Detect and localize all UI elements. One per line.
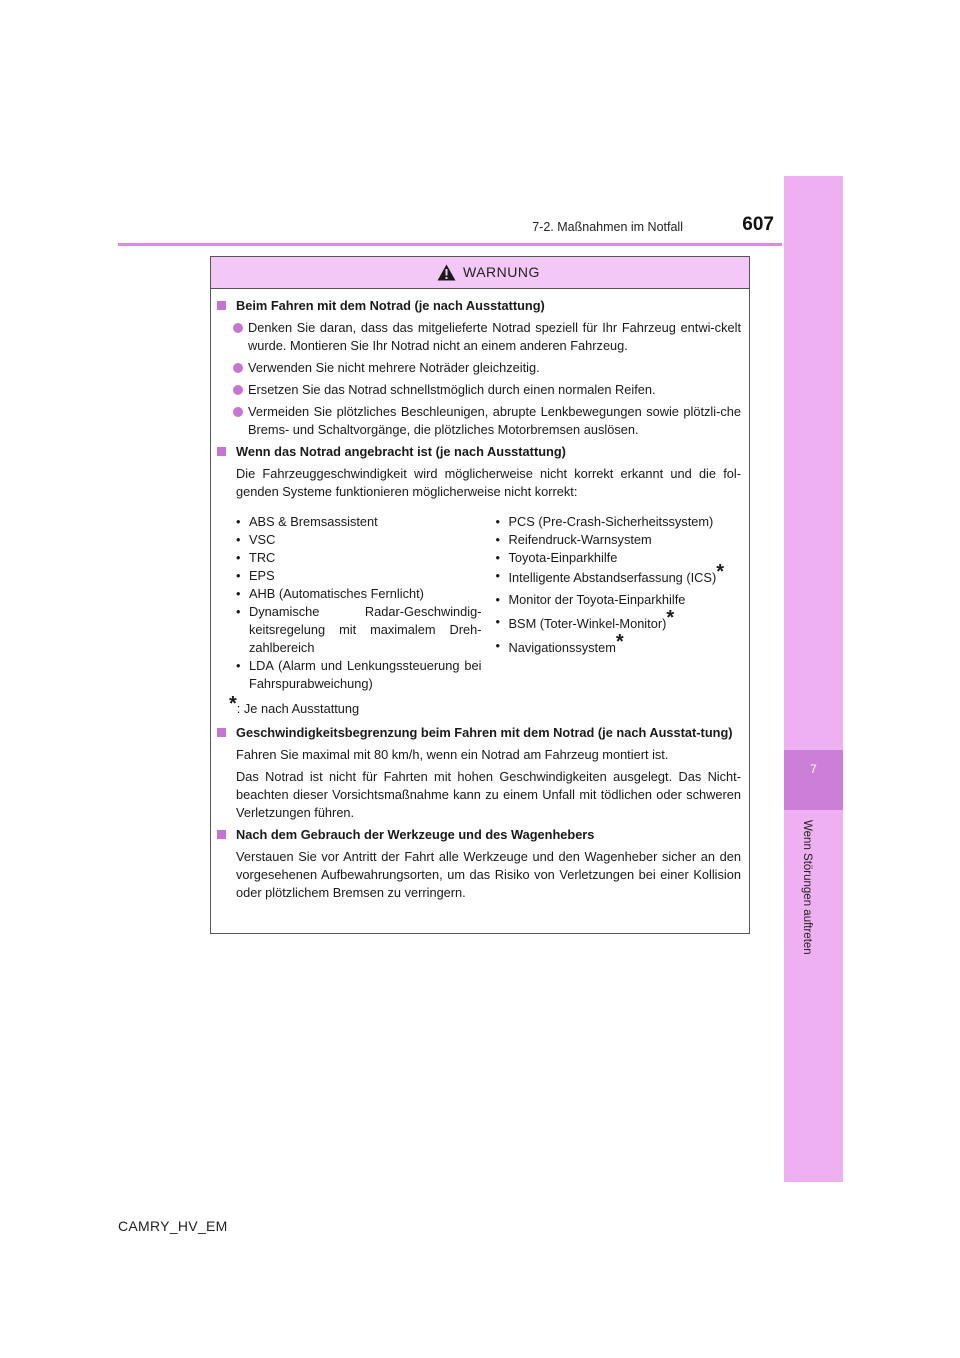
section-heading: Beim Fahren mit dem Notrad (je nach Ausstattung) [217, 297, 741, 315]
square-bullet-icon [217, 830, 226, 839]
square-bullet-icon [217, 728, 226, 737]
circle-bullet-icon [233, 407, 243, 417]
paragraph: Das Notrad ist nicht für Fahrten mit hohen Geschwindigkeiten ausgelegt. Das Nicht-beachten dieser Vorsichtsmaßnahme kann zu einem Unfall mit tödlichen oder schweren Verletzungen führen. [236, 769, 741, 820]
footnote-star: * [229, 693, 237, 715]
footnote: *: Je nach Ausstattung [229, 693, 360, 716]
list-item: • PCS (Pre-Crash-Sicherheitssystem) [496, 513, 742, 531]
chapter-title: Wenn Störungen auftreten [801, 820, 813, 955]
list-item: • VSC [236, 531, 482, 549]
header-rule [118, 243, 782, 246]
list-item: • Reifendruck-Warnsystem [496, 531, 742, 549]
warning-title: WARNUNG [463, 264, 540, 280]
list-item: Verwenden Sie nicht mehrere Noträder gleichzeitig. [217, 359, 741, 377]
list-item: • Monitor der Toyota-Einparkhilfe [496, 591, 742, 609]
section-heading: Geschwindigkeitsbegrenzung beim Fahren mit dem Notrad (je nach Ausstat-tung) [217, 724, 741, 742]
list-item: Vermeiden Sie plötzliches Beschleunigen, abrupte Lenkbewegungen sowie plötzli-che Brems- und Schaltvorgänge, die plötzliches Motorbremsen auslösen. [217, 403, 741, 439]
footnote-star: * [716, 561, 725, 583]
list-item: • LDA (Alarm und Lenkungssteuerung bei Fahrspurabweichung) [236, 657, 482, 693]
list-item: • TRC [236, 549, 482, 567]
system-list [217, 513, 741, 693]
document-code: CAMRY_HV_EM [118, 1218, 228, 1234]
list-item: • Intelligente Abstandserfassung (ICS)* [496, 567, 742, 587]
footnote-star: * [666, 607, 675, 629]
footnote-star: * [615, 631, 624, 653]
list-item: • Dynamische Radar-Geschwindig-keitsregelung mit maximalem Dreh-zahlbereich [236, 603, 482, 657]
list-item: • ABS & Bremsassistent [236, 513, 482, 531]
warning-header [211, 257, 749, 289]
chapter-number-block[interactable] [784, 750, 843, 810]
list-item: • Navigationssystem* [496, 637, 742, 657]
circle-bullet-icon [233, 363, 243, 373]
list-item: Denken Sie daran, dass das mitgelieferte Notrad speziell für Ihr Fahrzeug entwi-ckelt wurde. Montieren Sie Ihr Notrad nicht an einem anderen Fahrzeug. [217, 319, 741, 355]
paragraph: Die Fahrzeuggeschwindigkeit wird möglicherweise nicht korrekt erkannt und die fol-genden Systeme funktionieren möglicherweise nicht korrekt: [236, 466, 741, 499]
warning-triangle-icon [437, 264, 456, 281]
list-item: • BSM (Toter-Winkel-Monitor)* [496, 613, 742, 633]
warning-box [210, 256, 750, 934]
system-list-left [236, 513, 482, 693]
list-item: • Toyota-Einparkhilfe [496, 549, 742, 567]
section-heading: Wenn das Notrad angebracht ist (je nach Ausstattung) [217, 443, 741, 461]
square-bullet-icon [217, 301, 226, 310]
list-item: • AHB (Automatisches Fernlicht) [236, 585, 482, 603]
section-heading: Nach dem Gebrauch der Werkzeuge und des Wagenhebers [217, 826, 741, 844]
section-title: 7-2. Maßnahmen im Notfall [532, 220, 683, 234]
circle-bullet-icon [233, 385, 243, 395]
paragraph: Verstauen Sie vor Antritt der Fahrt alle Werkzeuge und den Wagenheber sicher an den vorgesehenen Aufbewahrungsorten, um das Risiko von Verletzungen bei einer Kollision oder plötzlichem Bremsen zu verringern. [236, 849, 741, 900]
chapter-number: 7 [810, 762, 817, 776]
system-list-right [496, 513, 742, 693]
square-bullet-icon [217, 447, 226, 456]
page-number: 607 [742, 214, 774, 235]
circle-bullet-icon [233, 323, 243, 333]
paragraph: Fahren Sie maximal mit 80 km/h, wenn ein Notrad am Fahrzeug montiert ist. [236, 747, 669, 762]
chapter-side-tab [784, 176, 843, 1182]
list-item: Ersetzen Sie das Notrad schnellstmöglich durch einen normalen Reifen. [217, 381, 741, 399]
warning-content [217, 297, 741, 906]
list-item: • EPS [236, 567, 482, 585]
